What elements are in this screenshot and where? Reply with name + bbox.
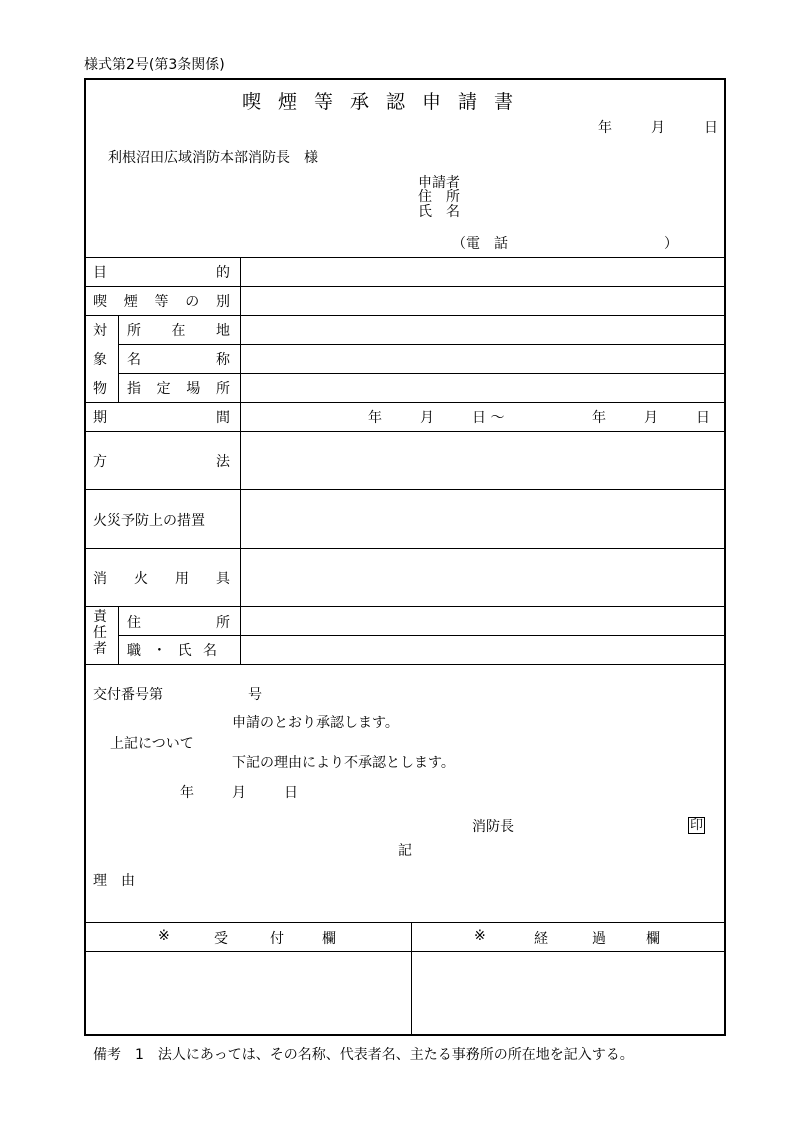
form-number: 様式第2号(第3条関係): [84, 57, 225, 73]
issue-number-prefix: 交付番号第: [93, 687, 163, 703]
reception-char: 欄: [322, 931, 336, 947]
row-divider: [84, 951, 726, 952]
label-char: 地: [216, 323, 230, 339]
form-title: 喫煙等承認申請書: [242, 91, 531, 113]
row-divider: [84, 315, 726, 316]
label-char: 所: [127, 323, 141, 339]
phone-close: ）: [664, 236, 678, 252]
name-label: [127, 349, 230, 369]
regarding-text: 上記について: [110, 736, 194, 752]
period-start-day: 日 ～: [472, 410, 505, 426]
month-label: 月: [651, 120, 665, 136]
applicant-name-label: 氏 名: [418, 204, 460, 220]
label-char: 職: [127, 643, 141, 659]
day-label: 日: [704, 120, 718, 136]
row-divider: [84, 489, 726, 490]
type-label: [93, 291, 230, 311]
progress-mark: ※: [474, 928, 486, 944]
purpose-label: [93, 262, 230, 282]
column-divider: [411, 922, 412, 1036]
approve-text: 申請のとおり承認します。: [232, 715, 399, 731]
label-char: 目: [93, 265, 107, 281]
form-frame: [84, 78, 726, 1036]
label-char: 別: [216, 294, 230, 310]
row-divider: [84, 922, 726, 923]
target-label-3: 物: [93, 381, 107, 397]
reception-char: 受: [214, 931, 228, 947]
column-divider: [240, 257, 241, 664]
period-end-day: 日: [696, 410, 710, 426]
label-char: 期: [93, 410, 107, 426]
location-label: [127, 320, 230, 340]
row-divider: [84, 286, 726, 287]
label-char: ・: [152, 643, 167, 659]
row-divider: [84, 431, 726, 432]
label-char: 煙: [123, 294, 138, 310]
row-divider: [84, 402, 726, 403]
row-divider: [118, 344, 726, 345]
period-end-year: 年: [592, 410, 606, 426]
reject-text: 下記の理由により不承認とします。: [232, 755, 455, 771]
applicant-label: 申請者: [418, 175, 460, 191]
decision-day: 日: [284, 785, 298, 801]
label-char: 称: [216, 352, 230, 368]
label-char: 法: [216, 454, 230, 470]
issue-number-suffix: 号: [248, 687, 262, 703]
seal-mark: 印: [690, 818, 704, 833]
responsible-label-3: 者: [93, 641, 107, 657]
extinguisher-label: [93, 568, 230, 588]
row-divider: [84, 606, 726, 607]
period-end-month: 月: [644, 410, 658, 426]
reception-char: 付: [270, 931, 284, 947]
chief-label: 消防長: [472, 819, 514, 835]
label-char: 消: [93, 571, 107, 587]
designated-place-label: [127, 378, 230, 398]
row-divider: [84, 257, 726, 258]
reason-label: 理 由: [93, 873, 135, 889]
label-char: 住: [127, 615, 141, 631]
label-char: 喫: [93, 294, 107, 310]
applicant-address-label: 住 所: [418, 189, 460, 205]
remarks-note: 備考 1 法人にあっては、その名称、代表者名、主たる事務所の所在地を記入する。: [93, 1047, 634, 1063]
label-char: 所: [215, 381, 230, 397]
row-divider: [118, 373, 726, 374]
label-char: 方: [93, 454, 107, 470]
label-char: 所: [216, 615, 230, 631]
resp-address-label: [127, 612, 230, 632]
ki-label: 記: [398, 843, 412, 859]
method-label: [93, 451, 230, 471]
label-char: の: [185, 294, 200, 310]
progress-char: 過: [592, 931, 606, 947]
label-char: 名: [202, 643, 217, 659]
target-label-2: 象: [93, 352, 107, 368]
row-divider: [84, 548, 726, 549]
resp-name-label: [127, 640, 217, 660]
period-start-year: 年: [368, 410, 382, 426]
target-label-1: 対: [93, 323, 107, 339]
label-char: 氏: [177, 643, 192, 659]
label-char: 場: [186, 381, 201, 397]
progress-char: 欄: [646, 931, 660, 947]
period-start-month: 月: [420, 410, 434, 426]
decision-month: 月: [232, 785, 246, 801]
label-char: 名: [127, 352, 141, 368]
column-divider: [118, 315, 119, 402]
year-label: 年: [598, 120, 612, 136]
label-char: 定: [156, 381, 171, 397]
decision-year: 年: [180, 785, 194, 801]
row-divider: [118, 635, 726, 636]
date-line: [598, 117, 718, 137]
label-char: 在: [171, 323, 186, 339]
progress-char: 経: [534, 931, 548, 947]
label-char: 火: [134, 571, 148, 587]
label-char: 用: [175, 571, 189, 587]
row-divider: [84, 664, 726, 665]
label-char: 間: [216, 410, 230, 426]
label-char: 等: [154, 294, 169, 310]
responsible-label-2: 任: [93, 625, 107, 641]
period-label: [93, 407, 230, 427]
phone-open: （電 話: [452, 236, 508, 252]
reception-mark: ※: [158, 928, 170, 944]
addressee: 利根沼田広域消防本部消防長 様: [108, 150, 318, 166]
label-char: 具: [216, 571, 230, 587]
label-char: 的: [216, 265, 230, 281]
responsible-label-1: 責: [93, 609, 107, 625]
fire-prevention-label: 火災予防上の措置: [93, 513, 205, 529]
column-divider: [118, 606, 119, 664]
label-char: 指: [127, 381, 141, 397]
